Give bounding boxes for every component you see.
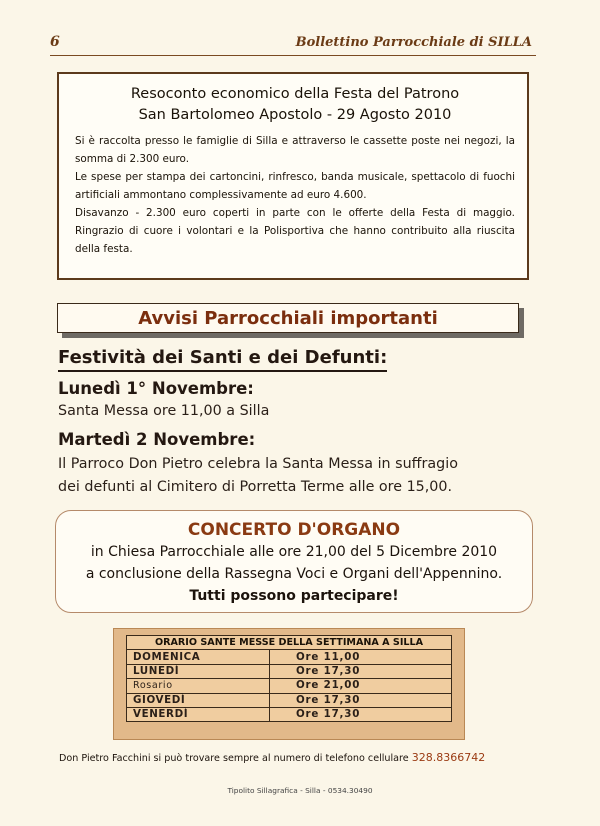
- orario-header: ORARIO SANTE MESSE DELLA SETTIMANA A SILLA: [127, 636, 452, 650]
- concerto-line2: a conclusione della Rassegna Voci e Organi dell'Appennino.: [85, 566, 503, 582]
- festivita-title: Festività dei Santi e dei Defunti:: [58, 346, 387, 372]
- page-header: [50, 34, 536, 56]
- table-row: [127, 679, 452, 693]
- day1-text: Santa Messa ore 11,00 a Silla: [58, 403, 270, 419]
- orario-time: Ore 17,30: [270, 693, 452, 707]
- table-row: [127, 650, 452, 664]
- resoconto-box: [57, 72, 529, 280]
- orario-day: LUNEDÌ: [127, 664, 270, 678]
- page-number: 6: [50, 34, 60, 50]
- orario-header-row: [127, 636, 452, 650]
- orario-time: Ore 11,00: [270, 650, 452, 664]
- day2-line2: dei defunti al Cimitero di Porretta Terme alle ore 15,00.: [58, 479, 453, 495]
- concerto-line1: in Chiesa Parrocchiale alle ore 21,00 del 5 Dicembre 2010: [90, 544, 498, 560]
- contact-line: [59, 751, 485, 764]
- orario-day: DOMENICA: [127, 650, 270, 664]
- resoconto-paragraph-disavanzo: Disavanzo - 2.300 euro coperti in parte con le offerte della Festa di maggio. Ringrazio di cuore i volontari e la Polisportiva che hanno contribuito alla riuscita della festa.: [75, 207, 515, 255]
- orario-day: VENERDÌ: [127, 707, 270, 721]
- printer-footer: Tipolito Sillagrafica - Silla - 0534.30490: [227, 786, 373, 795]
- orario-table: [126, 635, 452, 722]
- day2-line1: Il Parroco Don Pietro celebra la Santa Messa in suffragio: [58, 456, 458, 472]
- table-row: [127, 693, 452, 707]
- resoconto-title-line1: Resoconto economico della Festa del Patrono: [130, 86, 460, 102]
- orario-time: Ore 17,30: [270, 664, 452, 678]
- resoconto-body: [75, 132, 515, 258]
- concerto-box: [55, 510, 533, 613]
- orario-time: Ore 17,30: [270, 707, 452, 721]
- bulletin-title: Bollettino Parrocchiale di SILLA: [295, 35, 532, 50]
- orario-box: [113, 628, 465, 740]
- avvisi-heading: Avvisi Parrocchiali importanti: [57, 303, 519, 333]
- resoconto-title-line2: San Bartolomeo Apostolo - 29 Agosto 2010: [138, 107, 452, 123]
- orario-day: Rosario: [127, 679, 270, 693]
- orario-day: GIOVEDÌ: [127, 693, 270, 707]
- contact-phone: 328.8366742: [411, 751, 486, 764]
- contact-text: Don Pietro Facchini si può trovare sempre al numero di telefono cellulare: [59, 753, 409, 764]
- concerto-title: CONCERTO D'ORGANO: [187, 520, 401, 540]
- orario-time: Ore 21,00: [270, 679, 452, 693]
- table-row: [127, 664, 452, 678]
- day2-title: Martedì 2 Novembre:: [58, 430, 256, 449]
- resoconto-paragraph-spese: Le spese per stampa dei cartoncini, rinfresco, banda musicale, spettacolo di fuochi artificiali ammontano complessivamente ad euro 4.600.: [75, 171, 515, 201]
- resoconto-paragraph-raccolta: Si è raccolta presso le famiglie di Silla e attraverso le cassette poste nei negozi, la somma di 2.300 euro.: [75, 135, 515, 165]
- day1-title: Lunedì 1° Novembre:: [58, 379, 254, 398]
- table-row: [127, 707, 452, 721]
- concerto-line3: Tutti possono partecipare!: [189, 588, 399, 604]
